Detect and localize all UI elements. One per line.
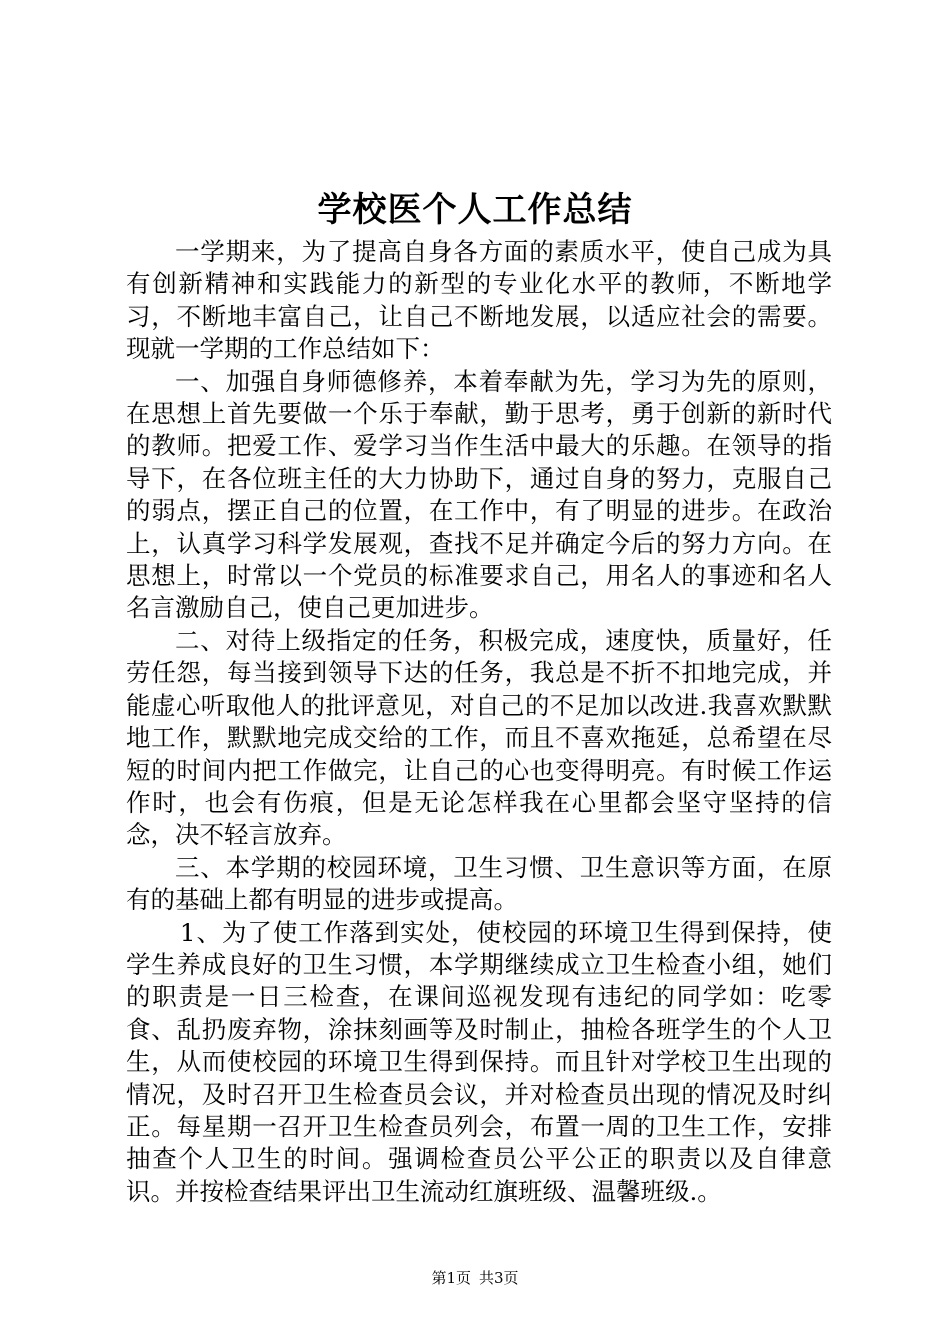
paragraph-intro: 一学期来，为了提高自身各方面的素质水平，使自己成为具有创新精神和实践能力的新型的专业化水平的教师，不断地学习，不断地丰富自己，让自己不断地发展，以适应社会的需要。现就一学期的工作总结如下： [126,237,832,364]
paragraph-section-1: 一、加强自身师德修养，本着奉献为先，学习为先的原则，在思想上首先要做一个乐于奉献，勤于思考，勇于创新的新时代的教师。把爱工作、爱学习当作生活中最大的乐趣。在领导的指导下，在各位班主任的大力协助下，通过自身的努力，克服自己的弱点，摆正自己的位置，在工作中，有了明显的进步。在政治上，认真学习科学发展观，查找不足并确定今后的努力方向。在思想上，时常以一个党员的标准要求自己，用名人的事迹和名人名言激励自己，使自己更加进步。 [126,366,832,623]
document-body [126,236,832,1208]
paragraph-section-2: 二、对待上级指定的任务，积极完成，速度快，质量好，任劳任怨，每当接到领导下达的任务，我总是不折不扣地完成，并能虚心听取他人的批评意见，对自己的不足加以改进.我喜欢默默地工作，默默地完成交给的工作，而且不喜欢拖延，总希望在尽短的时间内把工作做完，让自己的心也变得明亮。有时候工作运作时，也会有伤痕，但是无论怎样我在心里都会坚守坚持的信念，决不轻言放弃。 [126,625,832,850]
paragraph-section-3: 三、本学期的校园环境，卫生习惯、卫生意识等方面，在原有的基础上都有明显的进步或提高。 [126,852,832,915]
page-total: 共3页 [479,1269,519,1287]
page-number: 第1页 [431,1269,471,1287]
paragraph-item-1: 1、为了使工作落到实处，使校园的环境卫生得到保持，使学生养成良好的卫生习惯，本学期继续成立卫生检查小组，她们的职责是一日三检查，在课间巡视发现有违纪的同学如：吃零食、乱扔废弃物，涂抹刻画等及时制止，抽检各班学生的个人卫生，从而使校园的环境卫生得到保持。而且针对学校卫生出现的情况，及时召开卫生检查员会议，并对检查员出现的情况及时纠正。每星期一召开卫生检查员列会，布置一周的卫生工作，安排抽查个人卫生的时间。强调检查员公平公正的职责以及自律意识。并按检查结果评出卫生流动红旗班级、温馨班级.。 [126,917,832,1206]
document-title: 学校医个人工作总结 [317,190,633,230]
page-footer [0,1268,950,1288]
